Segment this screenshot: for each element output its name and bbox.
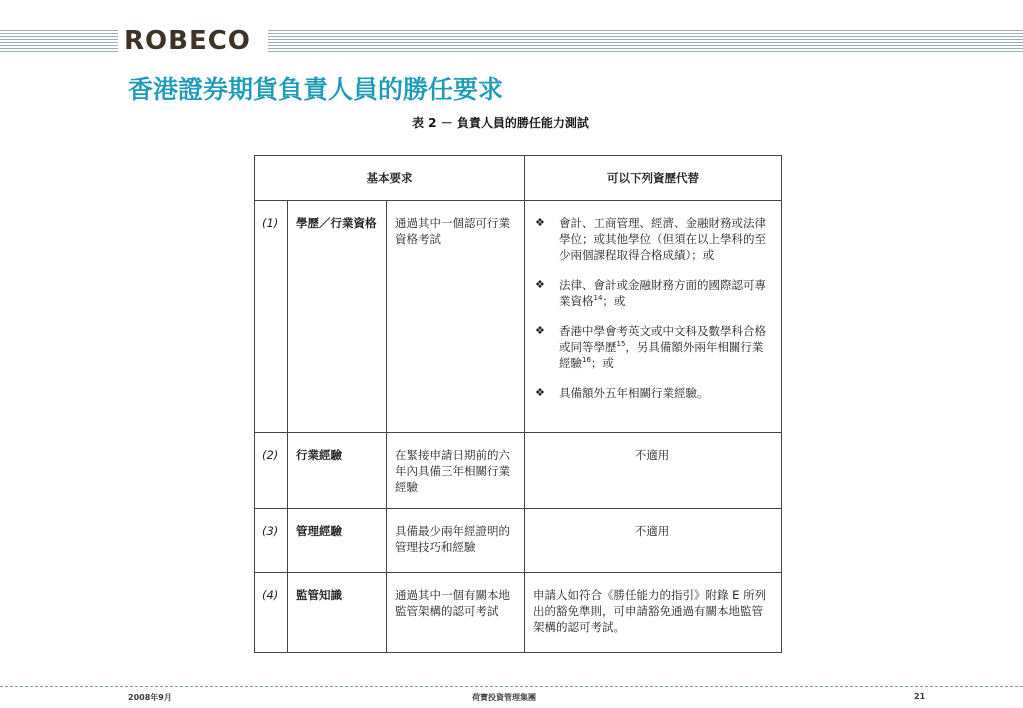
row-description: 通過其中一個有關本地監管架構的認可考試 [387, 573, 525, 653]
diamond-bullet-icon: ❖ [535, 278, 545, 291]
diamond-bullet-icon: ❖ [535, 324, 545, 337]
row-number: (1) [255, 201, 288, 433]
table-row [255, 433, 782, 509]
list-item-text: 會計、工商管理、經濟、金融財務或法律學位；或其他學位（但須在以上學科的至少兩個課程取得合格成績）；或 [559, 216, 766, 262]
page-title: 香港證券期貨負責人員的勝任要求 [128, 75, 504, 104]
row-alternatives [525, 201, 782, 433]
row-item: 管理經驗 [288, 509, 387, 573]
diamond-bullet-icon: ❖ [535, 216, 545, 229]
row-number: (4) [255, 573, 288, 653]
list-item-text: 具備額外五年相關行業經驗。 [559, 386, 709, 400]
row-number: (3) [255, 509, 288, 573]
list-item-text: 法律、會計或金融財務方面的國際認可專業資格 [559, 278, 766, 308]
footnote-ref: 14 [593, 294, 603, 303]
footer-date: 2008年9月 [128, 693, 172, 702]
list-item-text-tail: ；或 [602, 294, 626, 308]
list-item [533, 277, 771, 309]
header-stripes-left [0, 30, 118, 52]
list-item [533, 215, 771, 263]
list-item-text: 香港中學會考英文或中文科及數學科合格或同等學歷 [559, 324, 766, 354]
footnote-ref: 15 [616, 340, 626, 349]
list-item-text-tail: ；或 [590, 356, 614, 370]
footer-page-number: 21 [914, 692, 926, 701]
list-item [533, 385, 771, 401]
row-alternatives: 不適用 [525, 433, 782, 509]
table-row [255, 201, 782, 433]
alternatives-list [533, 215, 771, 401]
row-item: 監管知識 [288, 573, 387, 653]
table-caption: 表 2 － 負責人員的勝任能力測試 [412, 116, 589, 130]
header-basic-requirements: 基本要求 [255, 156, 525, 201]
row-alternatives: 不適用 [525, 509, 782, 573]
table-row [255, 509, 782, 573]
footer-company: 荷寶投資管理集團 [472, 693, 536, 702]
row-description: 在緊接申請日期前的六年內具備三年相關行業經驗 [387, 433, 525, 509]
row-number: (2) [255, 433, 288, 509]
header-band [0, 26, 1023, 56]
robeco-logo: ROBECO [124, 26, 251, 56]
row-item: 學歷／行業資格 [288, 201, 387, 433]
footnote-ref: 16 [582, 356, 591, 365]
table-row [255, 573, 782, 653]
header-alternative-qualifications: 可以下列資歷代替 [525, 156, 782, 201]
table-header-row [255, 156, 782, 201]
diamond-bullet-icon: ❖ [535, 386, 545, 399]
row-item: 行業經驗 [288, 433, 387, 509]
list-item-text-mid: ，另具備額外兩年相關行業經驗 [559, 340, 764, 370]
list-item [533, 323, 771, 371]
row-description: 具備最少兩年經證明的管理技巧和經驗 [387, 509, 525, 573]
footer-divider [0, 686, 1023, 687]
row-description: 通過其中一個認可行業資格考試 [387, 201, 525, 433]
requirements-table [254, 155, 782, 653]
header-stripes-right [268, 30, 1023, 52]
row-alternatives: 申請人如符合《勝任能力的指引》附錄 E 所列出的豁免準則，可申請豁免通過有關本地監管架構的認可考試。 [525, 573, 782, 653]
